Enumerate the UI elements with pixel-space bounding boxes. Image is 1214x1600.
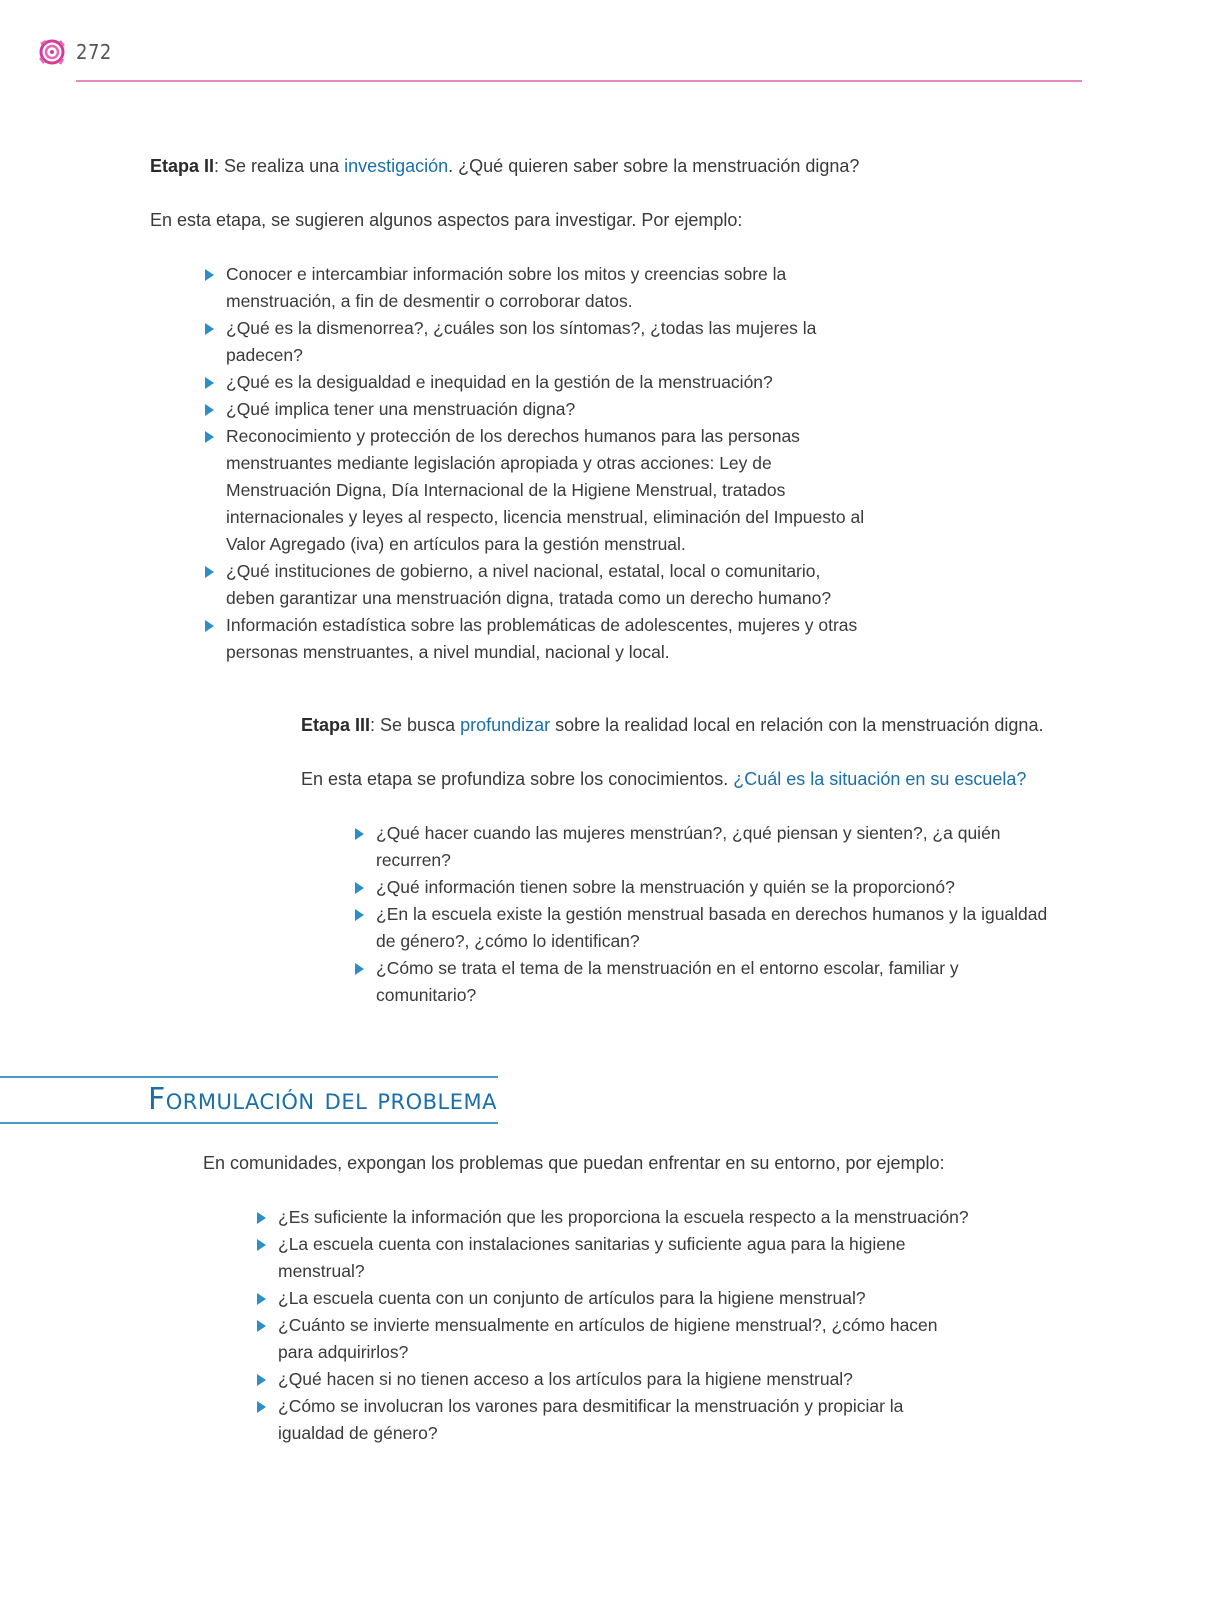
list-item: Reconocimiento y protección de los derechos humanos para las personas menstruantes mediante legislación apropiada y otras acciones: Ley de Menstruación Digna, Día Internacional de la Higiene Menstrual, tratados internacionales y leyes al respecto, licencia menstrual, eliminación del Impuesto al Valor Agregado (iva) en artículos para la gestión menstrual. (202, 423, 870, 558)
triangle-bullet-icon (205, 323, 214, 335)
etapa3-list (352, 820, 1062, 1009)
list-item: ¿Qué implica tener una menstruación digna? (202, 396, 870, 423)
list-item: ¿La escuela cuenta con un conjunto de artículos para la higiene menstrual? (254, 1285, 974, 1312)
triangle-bullet-icon (355, 882, 364, 894)
list-item: ¿En la escuela existe la gestión menstrual basada en derechos humanos y la igualdad de género?, ¿cómo lo identifican? (352, 901, 1062, 955)
list-item: ¿Cómo se trata el tema de la menstruación en el entorno escolar, familiar y comunitario? (352, 955, 1062, 1009)
etapa2-intro: En esta etapa, se sugieren algunos aspectos para investigar. Por ejemplo: (150, 210, 743, 230)
triangle-bullet-icon (205, 620, 214, 632)
list-item: ¿Qué hacen si no tienen acceso a los artículos para la higiene menstrual? (254, 1366, 974, 1393)
etapa2-list (202, 261, 870, 666)
section-title: Formulación del problema (148, 1082, 497, 1117)
section-header (0, 1076, 498, 1126)
etapa3-sep: : Se busca (370, 715, 461, 735)
triangle-bullet-icon (257, 1374, 266, 1386)
page-number: 272 (76, 40, 112, 64)
etapa3-heading (301, 712, 1101, 739)
triangle-bullet-icon (257, 1401, 266, 1413)
list-item: ¿Qué información tienen sobre la menstruación y quién se la proporcionó? (352, 874, 1062, 901)
triangle-bullet-icon (257, 1212, 266, 1224)
etapa3-intro (301, 766, 1101, 793)
situacion-escuela-link: ¿Cuál es la situación en su escuela? (733, 769, 1027, 789)
investigacion-link: investigación (344, 156, 449, 176)
triangle-bullet-icon (257, 1239, 266, 1251)
list-item: ¿Qué instituciones de gobierno, a nivel nacional, estatal, local o comunitario, deben garantizar una menstruación digna, tratada como un derecho humano? (202, 558, 870, 612)
list-item: ¿Qué es la desigualdad e inequidad en la gestión de la menstruación? (202, 369, 870, 396)
etapa3-rest: sobre la realidad local en relación con la menstruación digna. (550, 715, 1044, 735)
list-item: ¿Qué es la dismenorrea?, ¿cuáles son los síntomas?, ¿todas las mujeres la padecen? (202, 315, 870, 369)
etapa2-heading (150, 153, 1050, 180)
triangle-bullet-icon (205, 566, 214, 578)
section-rule-bottom (0, 1122, 498, 1124)
page-header (38, 36, 1078, 70)
list-item: ¿Qué hacer cuando las mujeres menstrúan?, ¿qué piensan y sienten?, ¿a quién recurren? (352, 820, 1062, 874)
triangle-bullet-icon (205, 269, 214, 281)
list-item: ¿Es suficiente la información que les proporciona la escuela respecto a la menstruación? (254, 1204, 974, 1231)
triangle-bullet-icon (205, 431, 214, 443)
profundizar-link: profundizar (460, 715, 551, 735)
list-item: ¿Cómo se involucran los varones para desmitificar la menstruación y propiciar la igualdad de género? (254, 1393, 974, 1447)
spiral-logo-icon (38, 38, 66, 66)
etapa3-label: Etapa III (301, 715, 371, 735)
etapa2-label: Etapa II (150, 156, 215, 176)
triangle-bullet-icon (257, 1293, 266, 1305)
etapa3-intro-text: En esta etapa se profundiza sobre los conocimientos. (301, 769, 734, 789)
list-item: ¿La escuela cuenta con instalaciones sanitarias y suficiente agua para la higiene menstrual? (254, 1231, 974, 1285)
list-item: Conocer e intercambiar información sobre los mitos y creencias sobre la menstruación, a fin de desmentir o corroborar datos. (202, 261, 870, 315)
triangle-bullet-icon (205, 377, 214, 389)
triangle-bullet-icon (355, 963, 364, 975)
section-rule-top (0, 1076, 498, 1078)
formulacion-intro: En comunidades, expongan los problemas que puedan enfrentar en su entorno, por ejemplo: (203, 1153, 945, 1173)
triangle-bullet-icon (355, 828, 364, 840)
triangle-bullet-icon (205, 404, 214, 416)
triangle-bullet-icon (355, 909, 364, 921)
list-item: ¿Cuánto se invierte mensualmente en artículos de higiene menstrual?, ¿cómo hacen para adquirirlos? (254, 1312, 974, 1366)
etapa2-rest: . ¿Qué quieren saber sobre la menstruación digna? (448, 156, 860, 176)
etapa2-sep: : Se realiza una (214, 156, 345, 176)
header-divider (76, 80, 1082, 82)
list-item: Información estadística sobre las problemáticas de adolescentes, mujeres y otras personas menstruantes, a nivel mundial, nacional y local. (202, 612, 870, 666)
triangle-bullet-icon (257, 1320, 266, 1332)
formulacion-list (254, 1204, 974, 1447)
